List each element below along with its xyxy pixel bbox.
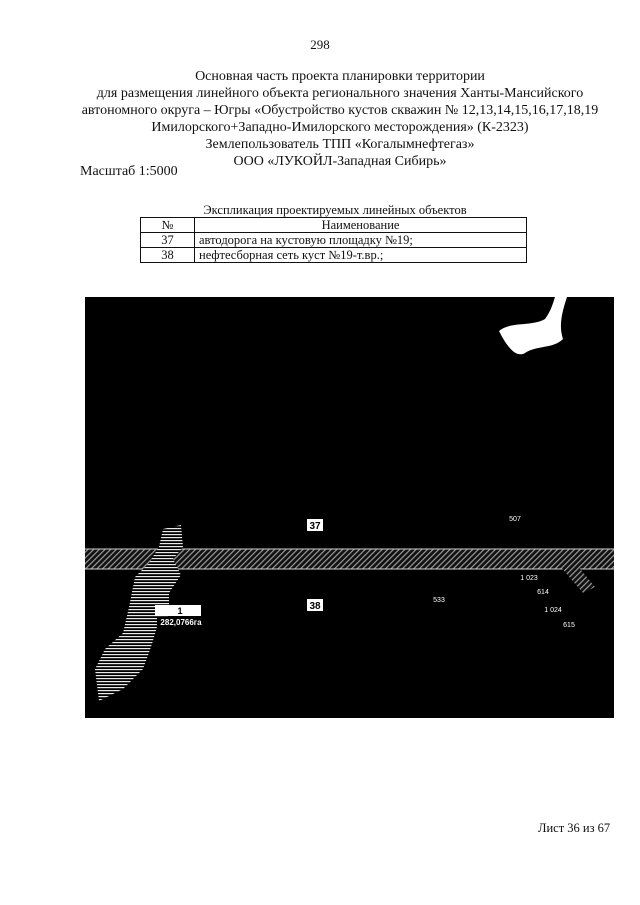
- table-caption: Экспликация проектируемых линейных объектов: [203, 203, 467, 217]
- table-row: [141, 248, 527, 263]
- planning-map: [85, 297, 614, 718]
- scale-label: Масштаб 1:5000: [80, 164, 178, 179]
- title-line: Землепользователь ТПП «Когалымнефтегаз»: [205, 137, 475, 152]
- title-line: ООО «ЛУКОЙЛ-Западная Сибирь»: [233, 154, 447, 169]
- label-38: 38: [309, 601, 321, 612]
- title-line: для размещения линейного объекта регионального значения Ханты-Мансийского: [96, 86, 584, 101]
- label-37: 37: [309, 521, 321, 532]
- explication-table: [140, 217, 527, 263]
- parcel-number: 1: [177, 606, 183, 616]
- river-shape: [499, 297, 567, 354]
- row-name: автодорога на кустовую площадку №19;: [195, 233, 527, 248]
- point-label: 1 023: [520, 575, 538, 582]
- title-line: автономного округа – Югры «Обустройство кустов скважин № 12,13,14,15,16,17,18,19: [81, 103, 599, 118]
- table-row: [141, 233, 527, 248]
- page-number: 298: [310, 37, 330, 52]
- parcel-area: 282,0766га: [160, 618, 202, 627]
- point-label: 1 024: [544, 607, 562, 614]
- point-label: 614: [537, 589, 549, 596]
- header-num: №: [141, 218, 195, 233]
- row-name: нефтесборная сеть куст №19-т.вр.;: [195, 248, 527, 263]
- point-label: 533: [433, 597, 445, 604]
- header-name: Наименование: [195, 218, 527, 233]
- title-line: Имилорского+Западно-Имилорского месторождения» (К-2323): [151, 120, 529, 135]
- table-header-row: [141, 218, 527, 233]
- document-title: [60, 68, 620, 170]
- row-num: 38: [141, 248, 195, 263]
- sheet-counter: Лист 36 из 67: [538, 821, 611, 835]
- row-num: 37: [141, 233, 195, 248]
- point-label: 615: [563, 622, 575, 629]
- map-drawing: [85, 297, 614, 718]
- title-line: Основная часть проекта планировки территории: [195, 69, 485, 84]
- point-label: 507: [509, 516, 521, 523]
